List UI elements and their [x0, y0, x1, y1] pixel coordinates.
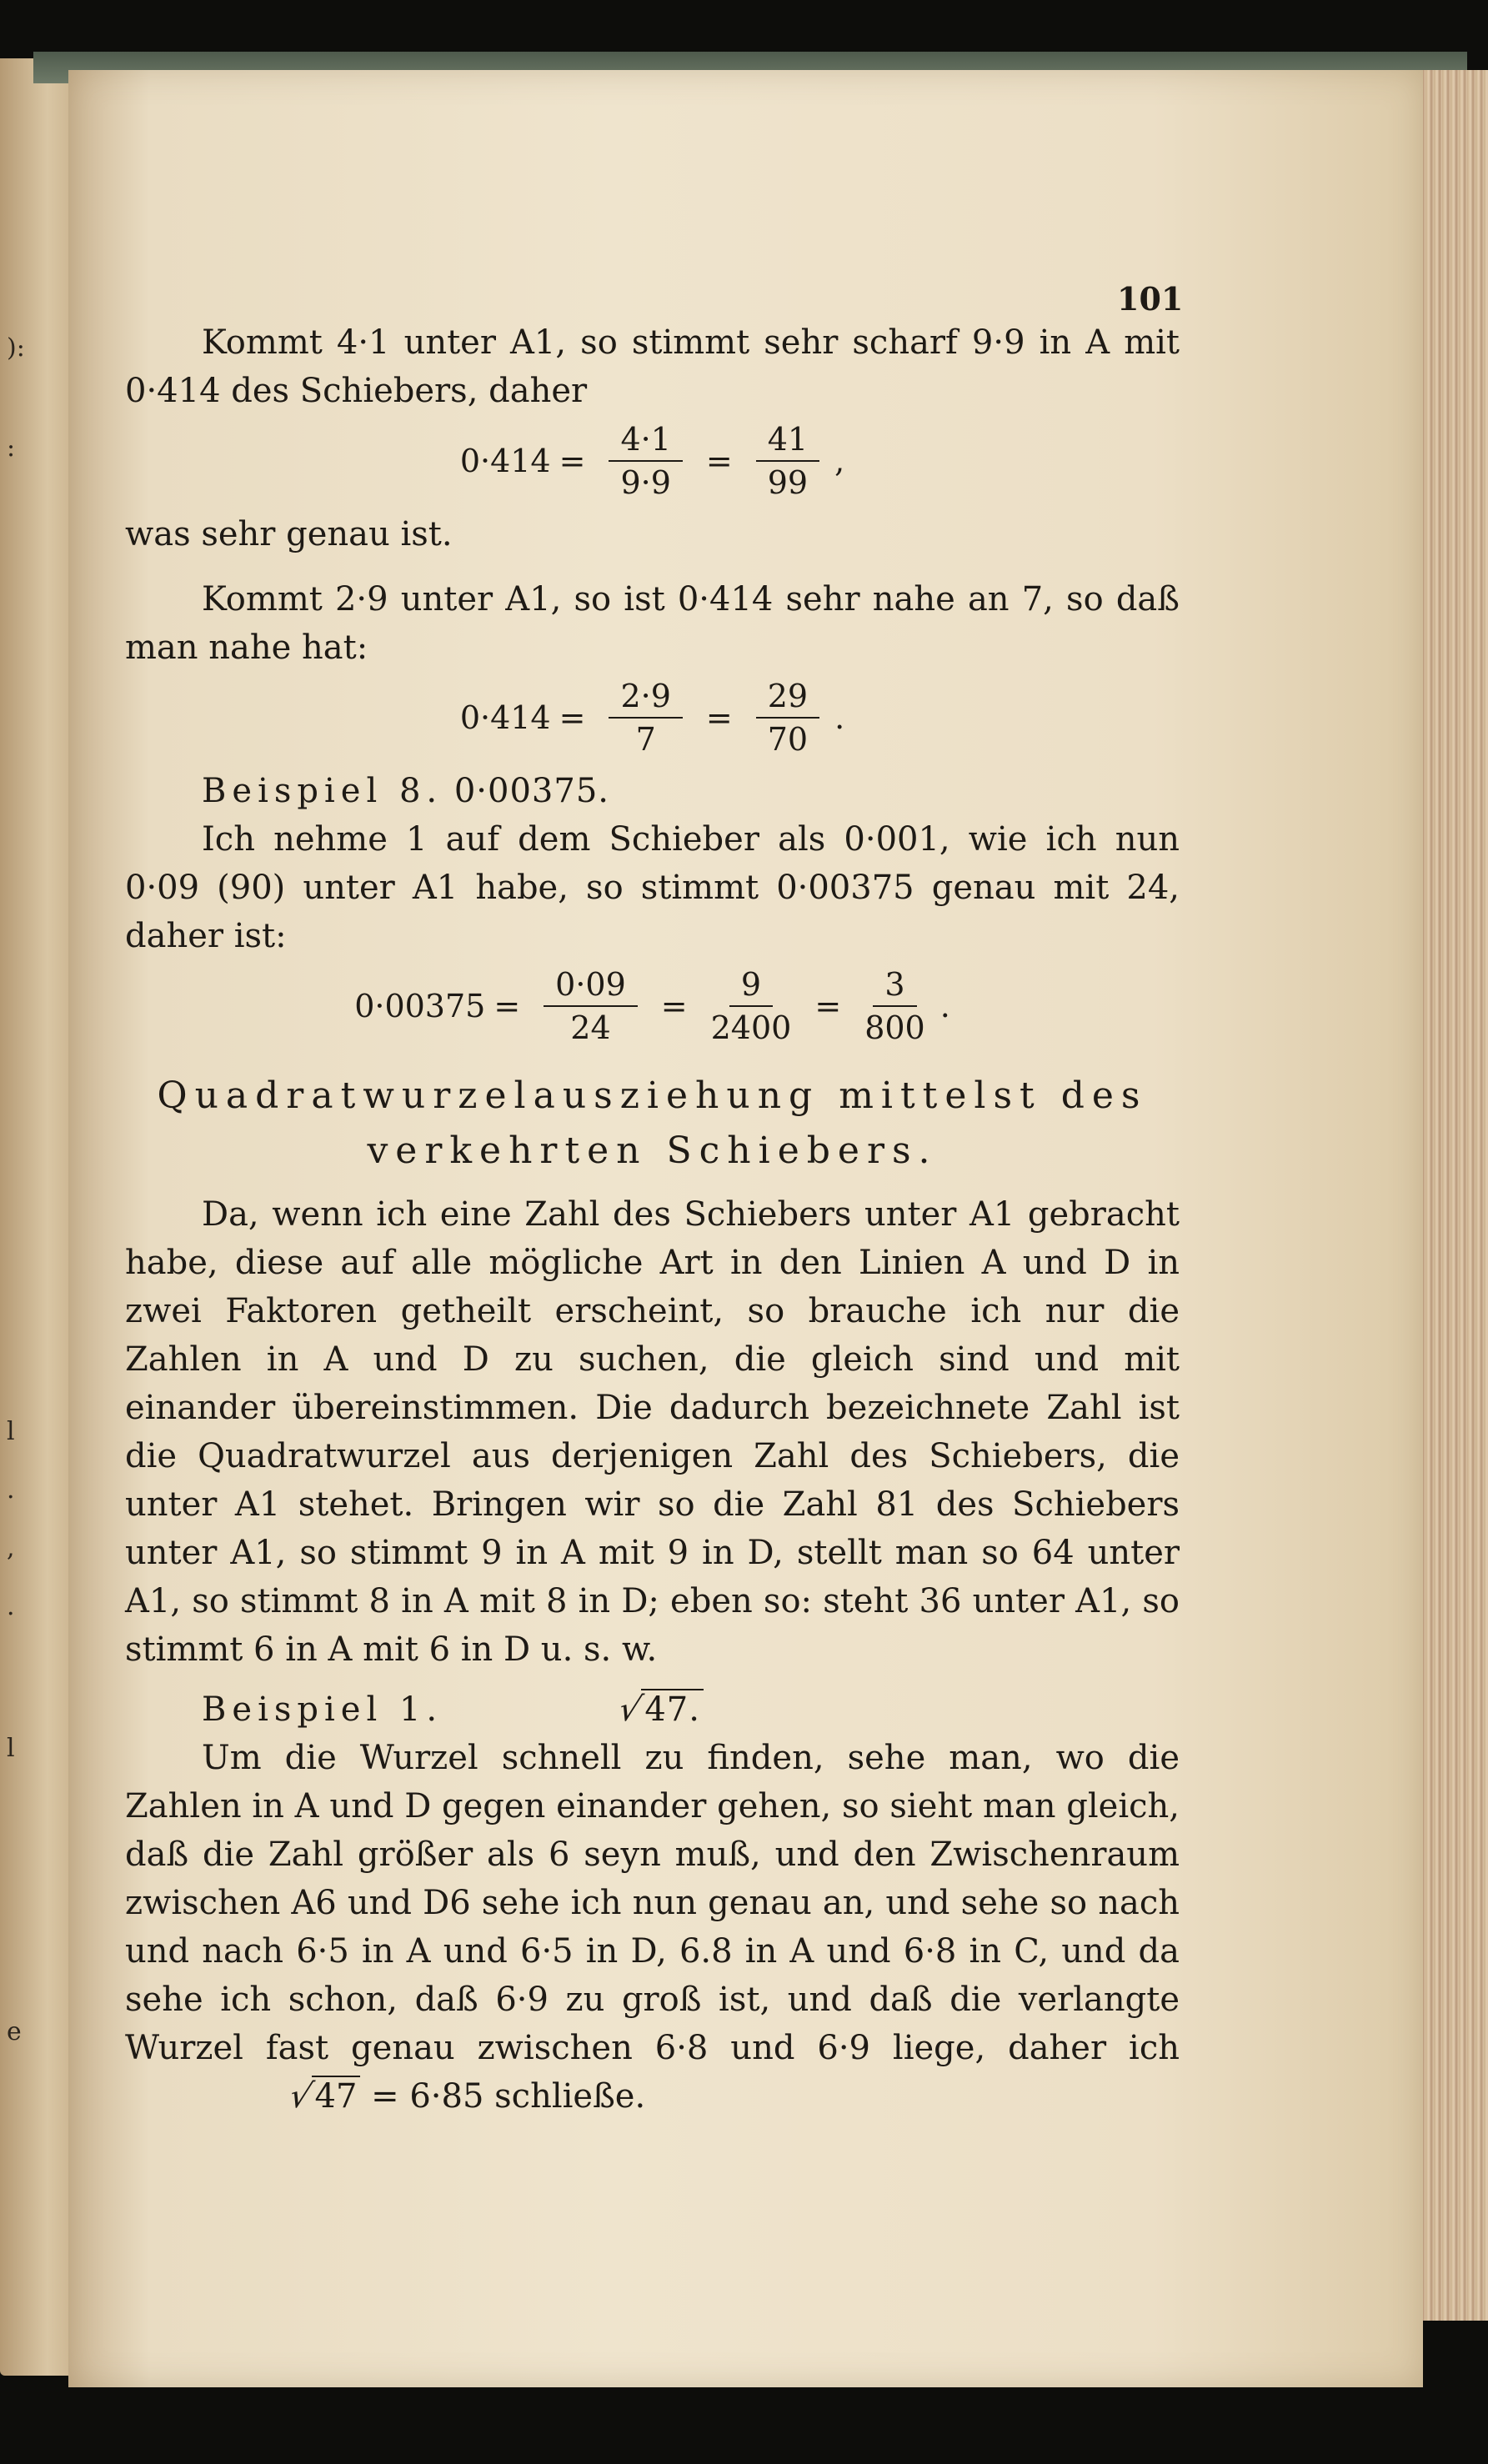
denominator: 70	[767, 721, 809, 758]
left-page-fragment: e	[7, 2017, 22, 2046]
eq-tail: ,	[834, 443, 845, 479]
equals-sign: =	[559, 699, 586, 736]
fraction	[609, 420, 682, 502]
denominator: 7	[635, 721, 656, 758]
numerator: 9	[729, 965, 773, 1007]
denominator: 9·9	[620, 464, 671, 501]
page-number: 101	[1117, 280, 1184, 318]
fraction	[544, 965, 638, 1047]
example-1	[125, 1685, 1180, 1734]
numerator: 29	[756, 677, 819, 719]
example-8	[125, 767, 1180, 815]
denominator: 24	[570, 1009, 611, 1046]
radical-icon: √	[284, 2077, 317, 2116]
left-page-fragment: ):	[7, 333, 25, 363]
numerator: 3	[873, 965, 916, 1007]
equals-sign: =	[814, 988, 842, 1024]
numerator: 4·1	[609, 420, 682, 462]
denominator: 99	[767, 464, 809, 501]
radicand: 47	[312, 2076, 361, 2116]
equation-2	[125, 677, 1180, 759]
eq-lhs: 0·414	[459, 699, 551, 736]
eq-lhs: 0·00375	[354, 988, 486, 1024]
fraction	[756, 677, 819, 759]
left-page-fragment: ,	[7, 1534, 15, 1563]
eq-tail: .	[834, 699, 845, 736]
equals-sign: =	[559, 443, 586, 479]
paragraph-1-end: was sehr genau ist.	[125, 515, 453, 553]
numerator: 0·09	[544, 965, 638, 1007]
radicand: 47.	[641, 1689, 704, 1729]
example-label: Beispiel 1.	[202, 1690, 443, 1729]
square-root	[466, 1685, 704, 1734]
radical-icon: √	[614, 1690, 647, 1729]
left-page-fragment: l	[7, 1734, 15, 1763]
equals-sign: =	[705, 443, 733, 479]
denominator: 2400	[710, 1009, 792, 1046]
eq-lhs: 0·414	[459, 443, 551, 479]
fraction	[609, 677, 682, 759]
paragraph-5-result: = 6·85 schließe.	[371, 2077, 646, 2116]
left-page-fragment: l	[7, 1417, 15, 1446]
left-page-fragment: .	[7, 1592, 15, 1621]
paragraph-1: Kommt 4·1 unter A1, so stimmt sehr scharf 9·9 in A mit 0·414 des Schiebers, daher	[125, 323, 1180, 410]
denominator: 800	[864, 1009, 925, 1046]
equation-3	[125, 965, 1180, 1047]
equation-1	[125, 420, 1180, 502]
fraction	[756, 420, 819, 502]
paragraph-3: Ich nehme 1 auf dem Schieber als 0·001, wie ich nun 0·09 (90) unter A1 habe, so stimmt 0·00375 genau mit 24, daher ist:	[125, 820, 1180, 955]
numerator: 41	[756, 420, 819, 462]
left-page-edge	[0, 58, 79, 2376]
page-content	[125, 275, 1180, 2121]
left-page-fragment: .	[7, 1475, 15, 1505]
eq-tail: .	[939, 988, 950, 1024]
fraction	[864, 965, 925, 1047]
equals-sign: =	[493, 988, 521, 1024]
paragraph-2: Kommt 2·9 unter A1, so ist 0·414 sehr nahe an 7, so daß man nahe hat:	[125, 580, 1180, 667]
numerator: 2·9	[609, 677, 682, 719]
section-heading: Quadratwurzelausziehung mittelst des verkehrten Schiebers.	[157, 1074, 1148, 1172]
equals-sign: =	[660, 988, 688, 1024]
example-label: Beispiel 8.	[202, 772, 443, 810]
paragraph-5-text: Um die Wurzel schnell zu finden, sehe man, wo die Zahlen in A und D gegen einander gehen, so sieht man gleich, daß die Zahl größer als 6 seyn muß, und den Zwischenraum zwischen A6 und D6 sehe ich nun genau an, und sehe so nach und nach 6·5 in A und 6·5 in D, 6.8 in A und 6·8 in C, und da sehe ich schon, daß 6·9 zu groß ist, und daß die verlangte Wurzel fast genau zwischen 6·8 und 6·9 liege, daher ich	[125, 1739, 1180, 2067]
left-page-fragment: :	[7, 433, 16, 463]
example-value: 0·00375.	[453, 772, 609, 810]
square-root	[137, 2072, 360, 2121]
fraction	[711, 965, 792, 1047]
paragraph-4: Da, wenn ich eine Zahl des Schiebers unter A1 gebracht habe, diese auf alle mögliche Art in den Linien A und D in zwei Faktoren getheilt erscheint, so brauche ich nur die Zahlen in A und D zu suchen, die gleich sind und mit einander übereinstimmen. Die dadurch bezeichnete Zahl ist die Quadratwurzel aus derjenigen Zahl des Schiebers, die unter A1 stehet. Bringen wir so die Zahl 81 des Schiebers unter A1, so stimmt 9 in A mit 9 in D, stellt man so 64 unter A1, so stimmt 8 in A mit 8 in D; eben so: steht 36 unter A1, so stimmt 6 in A mit 6 in D u. s. w.	[125, 1195, 1180, 1669]
equals-sign: =	[705, 699, 733, 736]
paragraph-5	[125, 1734, 1180, 2121]
